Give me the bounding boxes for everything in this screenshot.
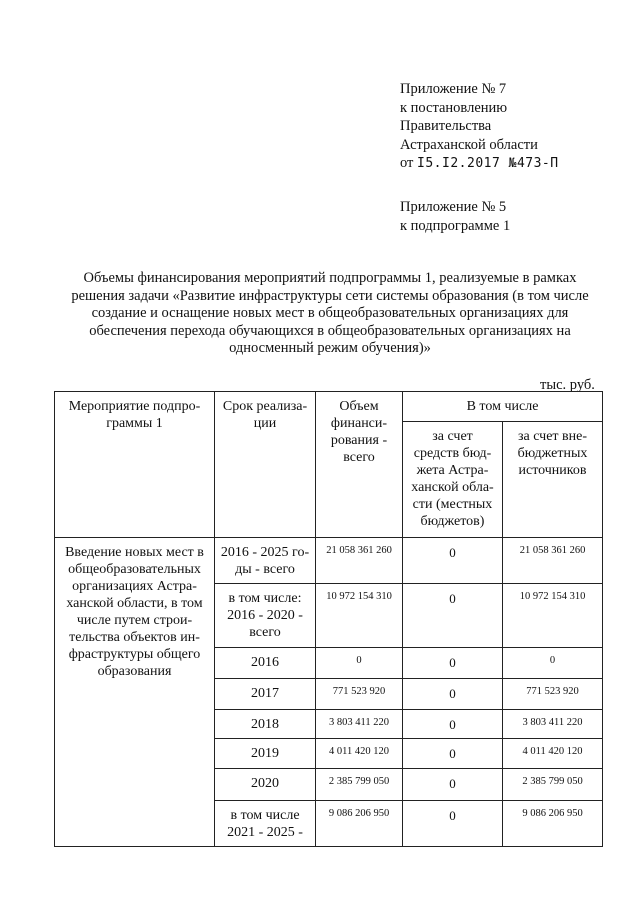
total-cell: 771 523 920 [316, 679, 403, 710]
total-cell: 0 [316, 648, 403, 679]
header-extrabudgetary: за счет вне- бюджетных источников [503, 422, 603, 538]
date-prefix: от [400, 155, 414, 171]
local-budget-cell: 0 [403, 739, 503, 769]
title-line: решения задачи «Развитие инфраструктуры сети системы образования (в том числе [71, 287, 589, 304]
local-budget-cell: 0 [403, 801, 503, 847]
local-budget-cell: 0 [403, 584, 503, 648]
local-budget-cell: 0 [403, 769, 503, 801]
title-line: Объемы финансирования мероприятий подпрограммы 1, реализуемые в рамках [83, 270, 577, 286]
document-title [50, 270, 610, 358]
appendix-7-date-line [400, 154, 559, 174]
header-including: В том числе [403, 392, 603, 422]
total-cell: 10 972 154 310 [316, 584, 403, 648]
extrabudgetary-cell: 9 086 206 950 [503, 801, 603, 847]
title-line: создание и оснащение новых мест в общеобразовательных организациях для [91, 305, 569, 321]
appendix-7-line: Приложение № 7 [400, 81, 507, 97]
total-cell: 3 803 411 220 [316, 710, 403, 739]
extrabudgetary-cell: 21 058 361 260 [503, 538, 603, 584]
period-cell: в том числе: 2016 - 2020 - всего [215, 584, 316, 648]
local-budget-cell: 0 [403, 679, 503, 710]
activity-cell: Введение новых мест в общеобразовательных организациях Астра- ханской области, в том числе путем строи- тельства объектов ин- фраструктуры общего образования [55, 538, 215, 847]
period-cell: 2018 [215, 710, 316, 739]
total-cell: 21 058 361 260 [316, 538, 403, 584]
total-cell: 2 385 799 050 [316, 769, 403, 801]
period-cell: в том числе 2021 - 2025 - [215, 801, 316, 847]
handwritten-date-number: I5.I2.2017 №473-П [417, 156, 559, 171]
appendix-7-line: к постановлению [400, 99, 508, 116]
total-cell: 9 086 206 950 [316, 801, 403, 847]
extrabudgetary-cell: 4 011 420 120 [503, 739, 603, 769]
appendix-5-block [400, 198, 510, 235]
period-cell: 2017 [215, 679, 316, 710]
title-line: односменный режим обучения)» [229, 340, 431, 356]
header-local-budget: за счет средств бюд- жета Астра- ханской обла- сти (местных бюджетов) [403, 422, 503, 538]
units-label: тыс. руб. [540, 377, 595, 393]
extrabudgetary-cell: 10 972 154 310 [503, 584, 603, 648]
period-cell: 2019 [215, 739, 316, 769]
appendix-5-line: Приложение № 5 [400, 199, 507, 215]
appendix-7-line: Правительства [400, 118, 492, 134]
extrabudgetary-cell: 2 385 799 050 [503, 769, 603, 801]
period-cell: 2020 [215, 769, 316, 801]
extrabudgetary-cell: 771 523 920 [503, 679, 603, 710]
appendix-7-block [400, 80, 559, 174]
financing-table [54, 391, 603, 847]
appendix-7-line: Астраханской области [400, 136, 538, 153]
local-budget-cell: 0 [403, 648, 503, 679]
extrabudgetary-cell: 3 803 411 220 [503, 710, 603, 739]
header-activity: Мероприятие подпро- граммы 1 [55, 392, 215, 538]
appendix-5-line: к подпрограмме 1 [400, 217, 511, 234]
local-budget-cell: 0 [403, 710, 503, 739]
extrabudgetary-cell: 0 [503, 648, 603, 679]
table-header-row [55, 392, 603, 422]
header-period: Срок реализа- ции [215, 392, 316, 538]
period-cell: 2016 - 2025 го- ды - всего [215, 538, 316, 584]
title-line: обеспечения перехода обучающихся в общеобразовательных организациях на [89, 322, 571, 339]
table-row [55, 538, 603, 584]
header-total: Объем финанси- рования - всего [316, 392, 403, 538]
period-cell: 2016 [215, 648, 316, 679]
total-cell: 4 011 420 120 [316, 739, 403, 769]
local-budget-cell: 0 [403, 538, 503, 584]
